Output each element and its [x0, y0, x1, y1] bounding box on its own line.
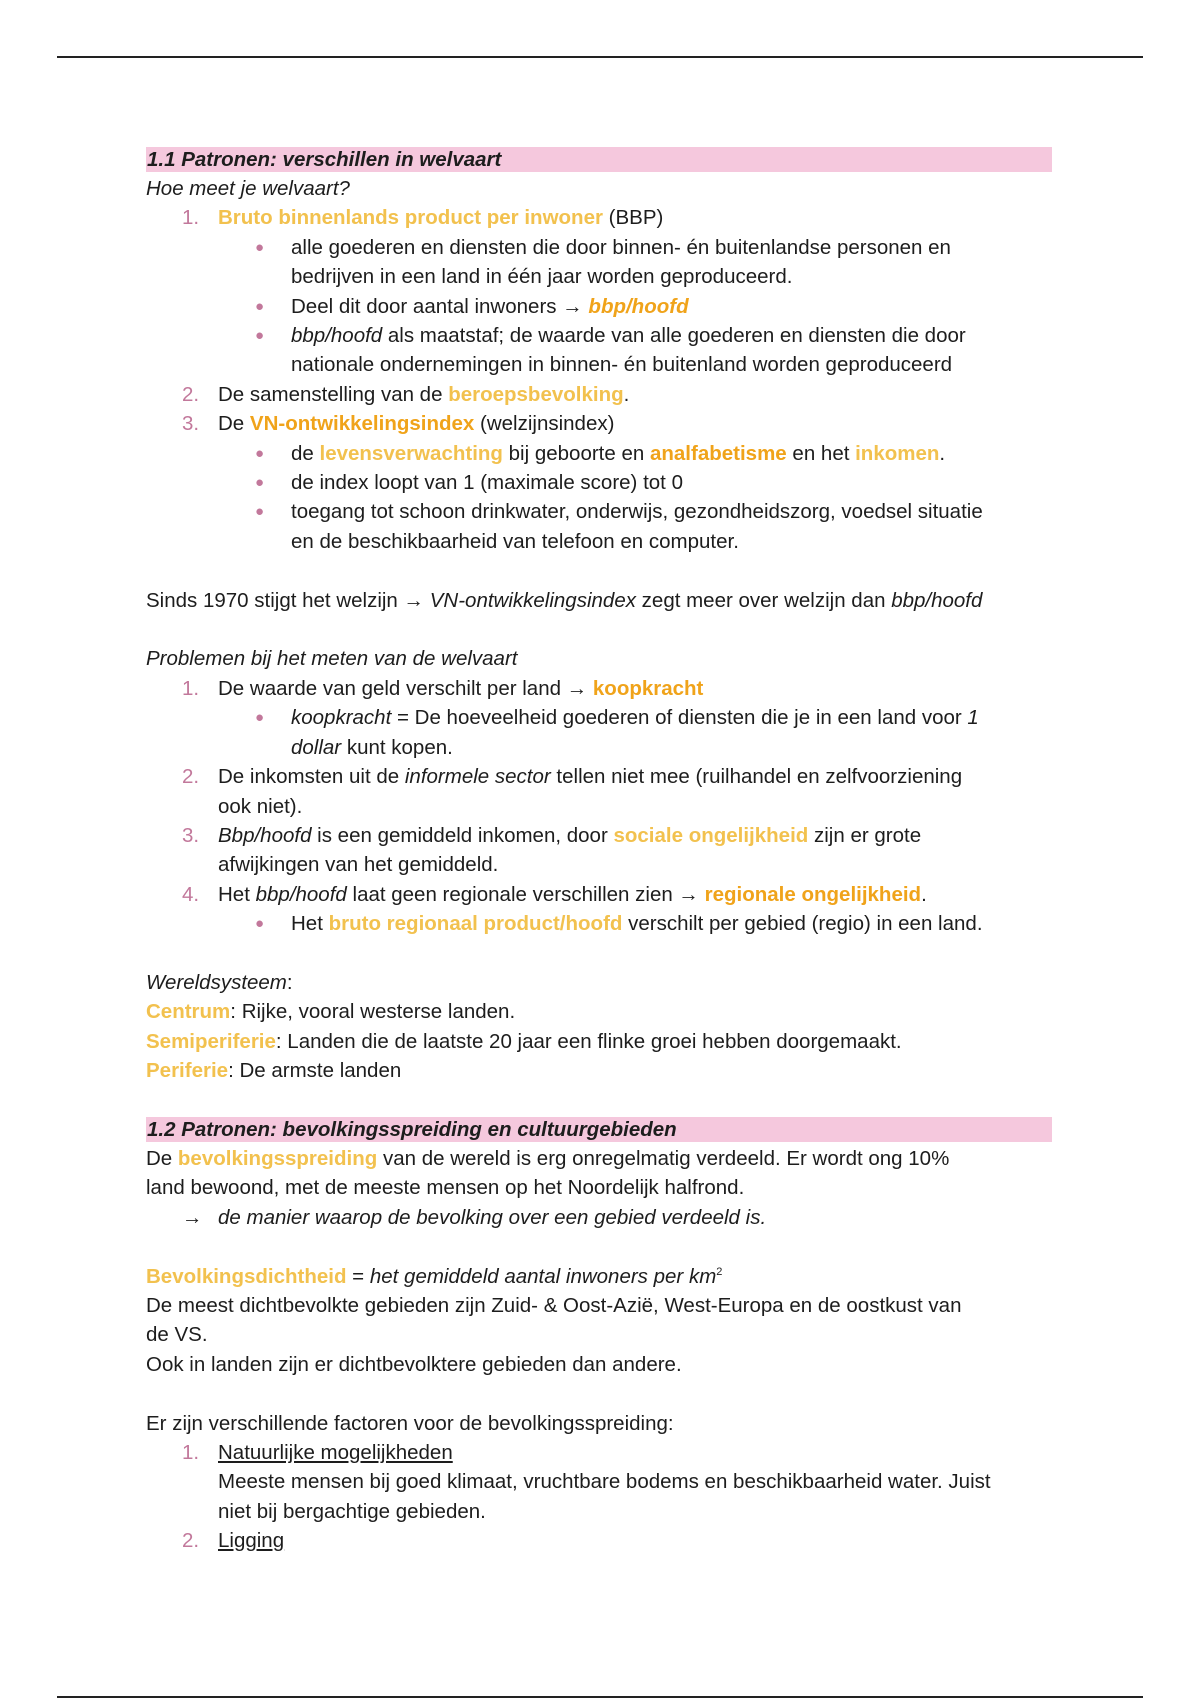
arrow-icon: → [182, 1205, 203, 1229]
since-1970-paragraph: Sinds 1970 stijgt het welzijn → VN-ontwikkelingsindex zegt meer over welzijn dan bbp/hoofd [146, 588, 983, 612]
top-rule [57, 56, 1143, 58]
list-item-continuation: afwijkingen van het gemiddeld. [218, 853, 499, 877]
list-item-continuation: ook niet). [218, 794, 303, 818]
world-semiperiferie: Semiperiferie: Landen die de laatste 20 jaar een flinke groei hebben doorgemaakt. [146, 1029, 902, 1053]
problems-title: Problemen bij het meten van de welvaart [146, 647, 518, 671]
document-body [146, 145, 1052, 1556]
bullet-continuation: dollar kunt kopen. [291, 735, 453, 759]
list-item: 1. Bruto binnenlands product per inwoner (BBP) [182, 206, 664, 230]
bullet-item: ● alle goederen en diensten die door binnen- én buitenlandse personen en [146, 233, 1052, 262]
world-system-title: Wereldsysteem: [146, 970, 293, 994]
bullet-item: ● Het bruto regionaal product/hoofd verschilt per gebied (regio) in een land. [146, 909, 1052, 938]
list-item: 1. De waarde van geld verschilt per land → koopkracht [182, 676, 704, 700]
list-item: 4. Het bbp/hoofd laat geen regionale verschillen zien → regionale ongelijkheid. [182, 882, 927, 906]
factors-intro: Er zijn verschillende factoren voor de bevolkingsspreiding: [146, 1411, 674, 1435]
density-text: de VS. [146, 1323, 208, 1347]
bullet-item: ● de levensverwachting bij geboorte en analfabetisme en het inkomen. [146, 439, 1052, 468]
list-item-continuation: niet bij bergachtige gebieden. [218, 1499, 486, 1523]
bullet-icon: ● [255, 474, 265, 492]
bullet-item: ● Deel dit door aantal inwoners → bbp/hoofd [146, 292, 1052, 321]
density-definition: Bevolkingsdichtheid = het gemiddeld aantal inwoners per $km^2$ [146, 1264, 723, 1288]
bullet-continuation: en de beschikbaarheid van telefoon en computer. [291, 529, 739, 553]
bullet-icon: ● [255, 327, 265, 345]
density-text: Ook in landen zijn er dichtbevolktere gebieden dan andere. [146, 1352, 682, 1376]
list-item: 1. Natuurlijke mogelijkheden [182, 1440, 453, 1464]
spreading-definition: → de manier waarop de bevolking over een gebied verdeeld is. [146, 1203, 1052, 1232]
list-item: 2. De inkomsten uit de informele sector tellen niet mee (ruilhandel en zelfvoorziening [182, 765, 963, 789]
spreading-paragraph-line2: land bewoond, met de meeste mensen op het Noordelijk halfrond. [146, 1176, 745, 1200]
bullet-icon: ● [255, 297, 265, 315]
bullet-item: ● koopkracht = De hoeveelheid goederen of diensten die je in een land voor 1 [146, 703, 1052, 732]
density-text: De meest dichtbevolkte gebieden zijn Zuid- & Oost-Azië, West-Europa en de oostkust van [146, 1293, 962, 1317]
bullet-icon: ● [255, 238, 265, 256]
bullet-icon: ● [255, 709, 265, 727]
bullet-item: ● de index loopt van 1 (maximale score) tot 0 [146, 468, 1052, 497]
list-item-continuation: Meeste mensen bij goed klimaat, vruchtbare bodems en beschikbaarheid water. Juist [218, 1470, 991, 1494]
world-centrum: Centrum: Rijke, vooral westerse landen. [146, 1000, 516, 1024]
bullet-item: ● toegang tot schoon drinkwater, onderwijs, gezondheidszorg, voedsel situatie [146, 497, 1052, 526]
list-item: 2. Ligging [182, 1529, 285, 1553]
list-item: 3. Bbp/hoofd is een gemiddeld inkomen, door sociale ongelijkheid zijn er grote [182, 823, 922, 847]
bullet-icon: ● [255, 915, 265, 933]
world-periferie: Periferie: De armste landen [146, 1059, 402, 1083]
spreading-paragraph: De bevolkingsspreiding van de wereld is erg onregelmatig verdeeld. Er wordt ong 10% [146, 1146, 950, 1170]
bullet-continuation: bedrijven in een land in één jaar worden geproduceerd. [291, 265, 793, 289]
section-2-heading: 1.2 Patronen: bevolkingsspreiding en cultuurgebieden [146, 1117, 1052, 1142]
bullet-icon: ● [255, 444, 265, 462]
section-1-heading: 1.1 Patronen: verschillen in welvaart [146, 147, 1052, 172]
bottom-rule [57, 1696, 1143, 1698]
list-item: 2. De samenstelling van de beroepsbevolking. [182, 382, 630, 406]
bullet-icon: ● [255, 503, 265, 521]
bullet-continuation: nationale ondernemingen in binnen- én buitenland worden geproduceerd [291, 353, 953, 377]
welvaart-question: Hoe meet je welvaart? [146, 177, 350, 200]
bullet-item: ● bbp/hoofd als maatstaf; de waarde van alle goederen en diensten die door [146, 321, 1052, 350]
list-item: 3. De VN-ontwikkelingsindex (welzijnsindex) [182, 412, 615, 436]
